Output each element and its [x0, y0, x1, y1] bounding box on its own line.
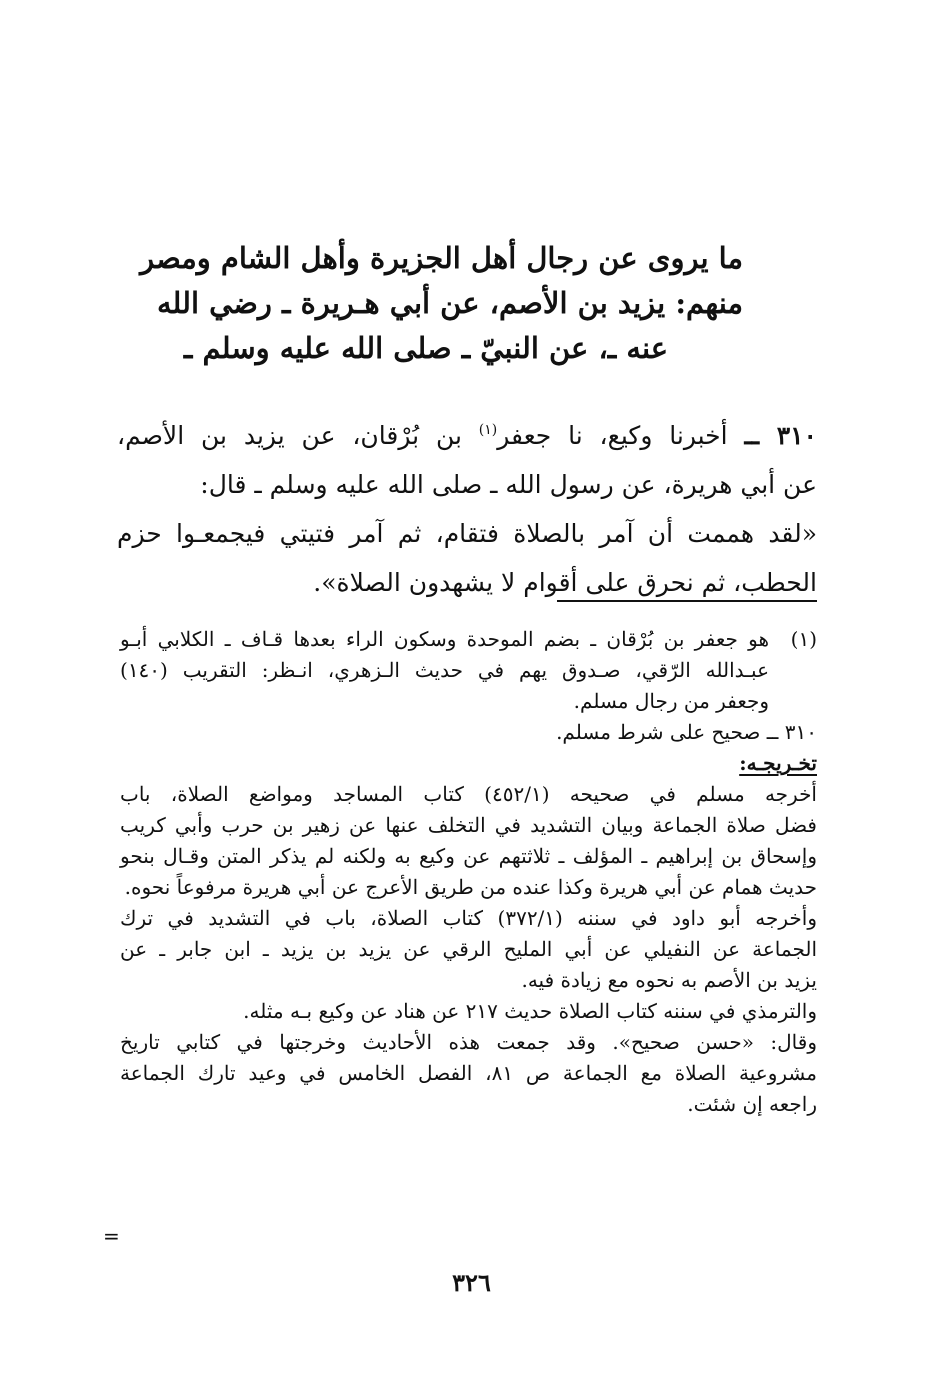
footnote-1	[120, 624, 817, 717]
heading-line-3: عنه ـ، عن النبيّ ـ صلى الله عليه وسلم ـ	[183, 331, 668, 365]
takhrij-heading	[120, 748, 817, 779]
continuation-mark: =	[103, 1224, 120, 1248]
takhrij-title: تخـريجـه:	[739, 751, 817, 775]
page-number: ٣٢٦	[452, 1268, 491, 1297]
takhrij-line-2: فضل صلاة الجماعة وبيان التشديد في التخلف عنها عن زهير بن حرب وأبي كريب	[120, 813, 817, 837]
takhrij-line-5: وأخرجه أبو داود في سننه (٣٧٢/١) كتاب الصلاة، باب في التشديد في ترك	[120, 906, 817, 930]
grade-line: ٣١٠ ــ صحيح على شرط مسلم.	[556, 720, 817, 744]
hadith-line-2: عن أبي هريرة، عن رسول الله ـ صلى الله عليه وسلم ـ قال:	[200, 470, 817, 499]
chapter-heading	[140, 236, 743, 371]
footnote-1-line-2: عبـدالله الرّقي، صـدوق يهم في حديث الـزهري، انـظر: التقريب (١٤٠)	[120, 658, 769, 682]
takhrij-line-4: حديث همام عن أبي هريرة وكذا عنده من طريق الأعرج عن أبي هريرة مرفوعاً نحوه.	[124, 875, 817, 899]
footnote-1-line-1: هو جعفر بن بُرْقان ـ بضم الموحدة وسكون الراء بعدها قـاف ـ الكلابي أبـو	[120, 627, 769, 651]
heading-line-2: منهم: يزيد بن الأصم، عن أبي هـريرة ـ رضي الله	[157, 286, 743, 320]
hadith-line-1-start: أخبرنا وكيع، نا جعفر	[497, 421, 728, 450]
heading-line-1: ما يروى عن رجال أهل الجزيرة وأهل الشام ومصر	[140, 241, 743, 275]
footnote-1-marker: (١)	[790, 627, 817, 651]
footnote-divider	[557, 600, 817, 602]
takhrij-line-11: راجعه إن شئت.	[687, 1092, 817, 1116]
hadith-line-4: الحطب، ثم نحرق على أقوام لا يشهدون الصلاة».	[313, 568, 817, 597]
hadith-line-3: «لقد هممت أن آمر بالصلاة فتقام، ثم آمر فتيتي فيجمعـوا حزم	[117, 519, 817, 548]
hadith-number: ٣١٠ ــ	[744, 421, 817, 450]
hadith-line-1-end: بن بُرْقان، عن يزيد بن الأصم،	[117, 421, 479, 450]
takhrij-line-7: يزيد بن الأصم به نحوه مع زيادة فيه.	[521, 968, 817, 992]
takhrij-line-1: أخرجه مسلم في صحيحه (٤٥٢/١) كتاب المساجد ومواضع الصلاة، باب	[120, 782, 817, 806]
takhrij-line-6: الجماعة عن النفيلي عن أبي المليح الرقي عن يزيد بن يزيد ـ ابن جابر ـ عن	[120, 937, 817, 961]
footnote-reference: (١)	[478, 422, 498, 438]
footnotes-section	[120, 624, 817, 1120]
hadith-text	[117, 406, 817, 607]
takhrij-line-9: وقال: «حسن صحيح». وقد جمعت هذه الأحاديث وخرجتها في كتابي تاريخ	[120, 1030, 817, 1054]
takhrij-line-3: وإسحاق بن إبراهيم ـ المؤلف ـ ثلاثتهم عن وكيع به ولكنه لم يذكر المتن وقـال بنحو	[120, 844, 817, 868]
takhrij-line-10: مشروعية الصلاة مع الجماعة ص ٨١، الفصل الخامس في وعيد تارك الجماعة	[120, 1061, 817, 1085]
footnote-1-line-3: وجعفر من رجال مسلم.	[573, 689, 769, 713]
hadith-line-1	[117, 406, 817, 460]
takhrij-line-8: والترمذي في سننه كتاب الصلاة حديث ٢١٧ عن هناد عن وكيع بـه مثله.	[243, 999, 817, 1023]
